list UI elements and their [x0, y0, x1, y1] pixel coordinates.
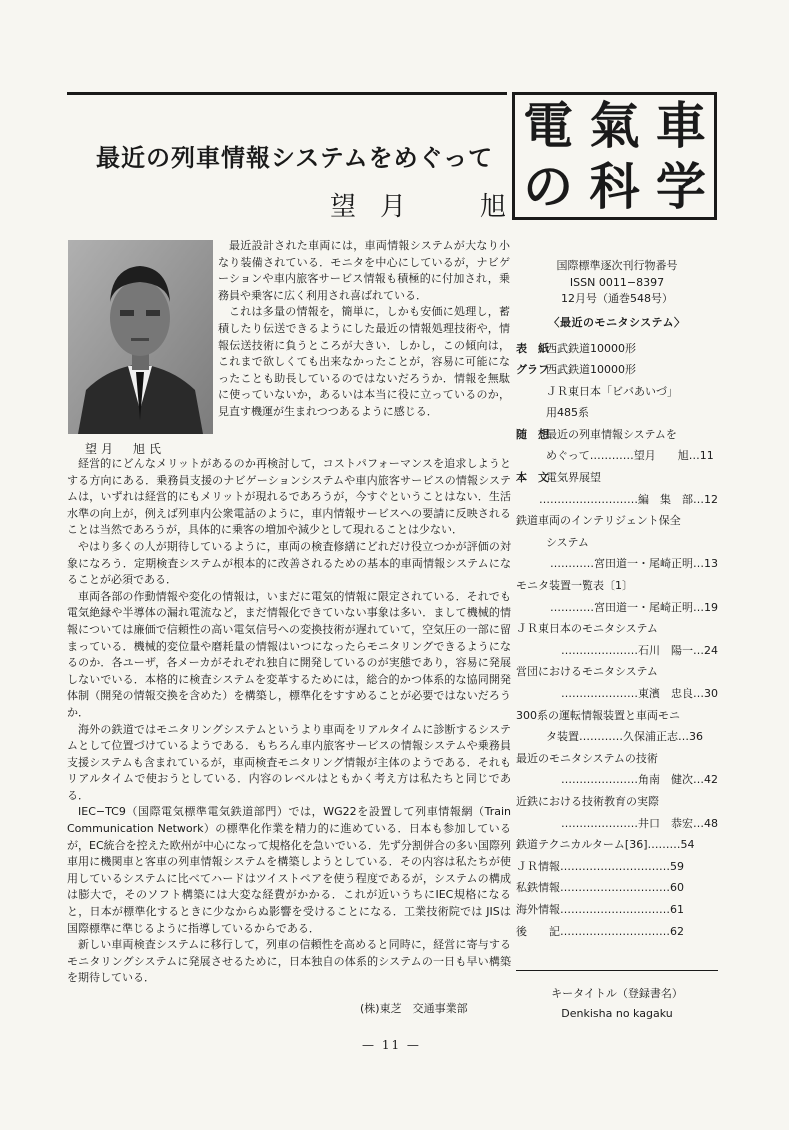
toc-entry [516, 467, 718, 489]
toc-entry-text: 電気界展望 [546, 471, 601, 485]
author-portrait [68, 240, 213, 434]
toc-entry-text: 用485系 [546, 406, 589, 420]
toc-section-label: 表 紙 [516, 341, 549, 355]
toc-entry [516, 683, 718, 705]
toc-entry [516, 359, 718, 381]
publication-meta-line: 国際標準逐次刊行物番号 [556, 259, 678, 272]
photo-caption: 望月 旭氏 [85, 442, 166, 456]
toc-entry [516, 510, 718, 532]
key-title: Denkisha no kagaku [561, 1007, 673, 1020]
toc-entry [516, 705, 718, 727]
toc-entry-text: タ装置…………久保浦正志…36 [546, 730, 703, 744]
toc-entry-text: システム [546, 535, 589, 549]
logo-char: 学 [655, 157, 706, 216]
toc-entry-text: 300系の運転情報装置と車両モニ [516, 708, 680, 722]
publication-meta-line: 12月号（通巻548号） [561, 292, 673, 305]
article-body-narrow [218, 238, 510, 421]
toc-entry-text: …………………石川 陽一…24 [561, 643, 718, 657]
toc-entry [516, 532, 718, 554]
toc-entry [516, 381, 718, 403]
toc-entry [516, 921, 718, 943]
toc-entry-text: …………………角南 健次…42 [561, 773, 718, 787]
toc-entry [516, 489, 718, 511]
toc-entry [516, 813, 718, 835]
article-body-wide [67, 456, 511, 987]
sidebar-rule [516, 970, 718, 971]
toc-section-label: 随 想 [516, 427, 549, 441]
key-title-block [516, 984, 718, 1024]
logo-char: 電 [523, 96, 574, 155]
toc-section-label: グラフ [516, 363, 549, 377]
toc-entry-text: 鉄道車両のインテリジェント保全 [516, 514, 681, 528]
toc-entry [516, 424, 718, 446]
toc-entry-text: 近鉄における技術教育の実際 [516, 794, 659, 808]
toc-entry-text: ………………………編 集 部…12 [539, 492, 718, 506]
toc-section-label: 本 文 [516, 471, 549, 485]
portrait-image [68, 240, 213, 434]
article-title: 最近の列車情報システムをめぐって [96, 143, 494, 172]
table-of-contents [516, 338, 718, 943]
toc-entry-text: モニタ装置一覧表〔1〕 [516, 579, 633, 593]
page-number: — 11 — [362, 1038, 421, 1052]
article-paragraph: 新しい車両検査システムに移行して，列車の信頼性を高めると同時に，経営に寄与するモニタリングシステムに発展させるために，日本独自の体系的システムの一日も早い構築を期待している． [67, 938, 511, 985]
logo-char: の [523, 157, 574, 216]
toc-entry-text: …………宮田道一・尾崎正明…13 [550, 557, 718, 571]
article-paragraph: 車両各部の作動情報や変化の情報は，いまだに電気的情報に限定されている．それでも電気絶縁や半導体の漏れ電流など，まだ情報化できていない事象は多い．まして機械的情報については廉価で信頼性の高い電気信号への変換技術が遅れていて，空気圧の一部に留まっている．機械的変位量や磨耗量の情報はいつになったらモニタリングできるようになるのか．各ユーザ，各メーカがそれぞれ独自に開発しているのが実態であり，容易に発展しないでいる．本格的に検査システムを変革するためには，総合的かつ体系的な協同開発体制（開発の情報交換を含めた）を構築し，標準化をすすめることが必要ではないだろうか． [67, 589, 511, 719]
article-paragraph: 海外の鉄道ではモニタリングシステムというより車両をリアルタイムに診断するシステムとして位置づけているようである．もちろん車内旅客サービスの情報システムや乗務員支援システムも含まれているが，車両検査モニタリング情報が主体のようである．それもリアルタイムで使おうとしている．内容のレベルはともかく考え方は私たちと同じである． [67, 722, 511, 802]
publication-meta-line: ISSN 0011−8397 [569, 275, 665, 289]
key-title-label: キータイトル（登録書名） [551, 987, 683, 1000]
top-rule [67, 92, 507, 95]
toc-entry-text: …………………井口 恭宏…48 [561, 816, 718, 830]
toc-entry [516, 553, 718, 575]
toc-entry [516, 575, 718, 597]
logo-char: 科 [589, 157, 640, 216]
toc-entry [516, 597, 718, 619]
toc-entry [516, 618, 718, 640]
article-paragraph: やはり多くの人が期待しているように，車両の検査修繕にどれだけ役立つかが評価の対象になろう．定期検査システムが根本的に改善されるための基本的車両情報システムになることが必須である． [67, 539, 511, 587]
toc-entry-text: 後 記…………………………62 [516, 924, 684, 938]
logo-char: 氣 [589, 96, 640, 155]
sidebar-contents [516, 258, 718, 942]
toc-entry [516, 769, 718, 791]
toc-entry-text: ＪＲ東日本「ビバあいづ」 [546, 384, 678, 398]
toc-entry [516, 834, 718, 856]
toc-entry [516, 877, 718, 899]
toc-entry [516, 661, 718, 683]
magazine-logo [512, 92, 717, 220]
toc-entry-text: 最近のモニタシステムの技術 [516, 751, 658, 765]
toc-entry [516, 445, 718, 467]
toc-entry-text: ＪＲ情報…………………………59 [516, 859, 684, 873]
toc-entry-text: 私鉄情報…………………………60 [516, 881, 684, 895]
toc-entry-text: 最近の列車情報システムを [546, 427, 677, 441]
toc-entry-text: 鉄道テクニカルターム[36]………54 [516, 838, 695, 852]
logo-char: 車 [655, 96, 706, 155]
toc-entry-text: ＪＲ東日本のモニタシステム [516, 622, 658, 636]
article-author: 望月 旭 [330, 192, 531, 222]
toc-entry [516, 338, 718, 360]
toc-entry-text: 海外情報…………………………61 [516, 902, 684, 916]
toc-entry-text: めぐって…………望月 旭…11 [546, 449, 714, 463]
toc-entry-text: 営団におけるモニタシステム [516, 665, 658, 679]
author-affiliation: (株)東芝 交通事業部 [360, 1002, 468, 1015]
toc-entry-text: 西武鉄道10000形 [546, 341, 636, 355]
toc-entry [516, 856, 718, 878]
toc-entry [516, 748, 718, 770]
toc-entry [516, 791, 718, 813]
article-paragraph: 最近設計された車両には，車両情報システムが大なり小なり装備されている．モニタを中心にしているが，ナビゲーションや車内旅客サービス情報も積極的に付加され，乗務員や乗客に広く利用され喜ばれている． [218, 239, 510, 302]
toc-entry [516, 402, 718, 424]
article-paragraph: IEC−TC9（国際電気標準電気鉄道部門）では，WG22を設置して列車情報網（Train Communication Network）の標準化作業を精力的に進めている．日本も参加しているが，EC統合を控えた欧州が中心になって規格化を急いでいる．先ず分割併合の多い国際列車用に機関車と客車の列車情報システムを構築しようとしている．その内容は私たちが使用しているシステムに比べてハードはツイストペアを使う程度であるが，システムの構成は膨大で，そのソフト構築には大変な経費がかかる．これが近いうちにIEC規格になると，日本が標準化するときに少なからぬ影響を受けることになる．工業技術院では JISは国際標準に準じるように指導しているからである． [67, 805, 511, 935]
toc-entry [516, 640, 718, 662]
article-paragraph: これは多量の情報を，簡単に，しかも安価に処理し，蓄積したり伝送できるようにした最近の情報処理技術や，情報伝送技術に負うところが大きい．しかし，この傾向は，これまで欲しくても出来なかったことが，容易に可能になったことも助長しているのではないだろうか．情報を無駄に使っていないか，あるいは本当に役に立っているのか，見直す機運が生まれつつあるように感じる． [218, 305, 510, 418]
toc-entry-text: …………………東濱 忠良…30 [561, 687, 718, 700]
toc-entry [516, 726, 718, 748]
special-section-heading: 〈最近のモニタシステム〉 [548, 315, 686, 329]
article-paragraph: 経営的にどんなメリットがあるのか再検討して，コストパフォーマンスを追求しようとする方向にある．乗務員支援のナビゲーションシステムや車内旅客サービスの情報システムは，いずれは経営的にもメリットが現れるであろうが，今すぐということはない．生活水準の向上が，例えば列車内公衆電話のように，車内情報サービスへの要請に反映されることは当然であろうが，具体的に乗客の増加や減少として現れることは少ない． [67, 457, 511, 537]
toc-entry-text: 西武鉄道10000形 [546, 363, 636, 377]
toc-entry [516, 899, 718, 921]
toc-entry-text: …………宮田道一・尾崎正明…19 [550, 600, 718, 614]
